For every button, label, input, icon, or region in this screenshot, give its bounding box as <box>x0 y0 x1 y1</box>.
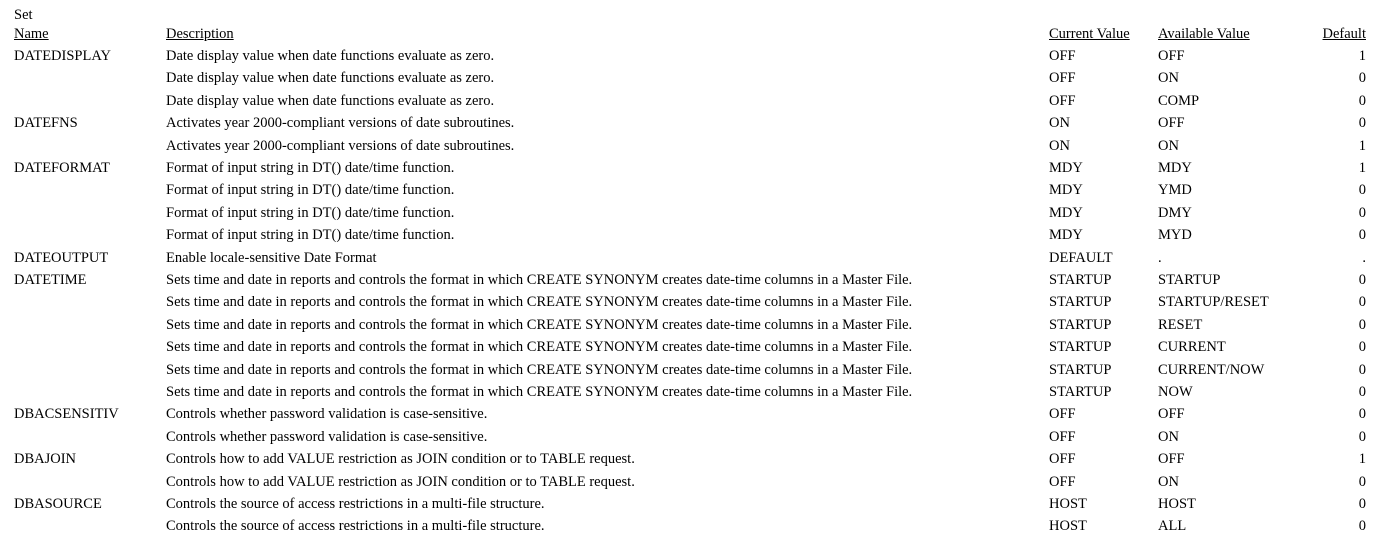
cell-current-value: STARTUP <box>1049 339 1112 356</box>
cell-default: 0 <box>1358 473 1366 490</box>
cell-current-value: OFF <box>1049 428 1076 445</box>
cell-description: Controls whether password validation is case-sensitive. <box>166 428 488 445</box>
table-row <box>0 336 1376 358</box>
cell-available-value: CURRENT <box>1158 339 1226 356</box>
cell-default: 1 <box>1358 48 1366 64</box>
cell-description: Enable locale-sensitive Date Format <box>166 249 377 266</box>
cell-description: Controls how to add VALUE restriction as JOIN condition or to TABLE request. <box>166 451 635 468</box>
cell-available-value: RESET <box>1158 316 1203 333</box>
cell-description: Format of input string in DT() date/time function. <box>166 160 455 176</box>
cell-current-value: HOST <box>1049 518 1087 535</box>
cell-current-value: DEFAULT <box>1049 249 1113 266</box>
cell-current-value: MDY <box>1049 182 1083 199</box>
cell-default: 0 <box>1358 204 1366 221</box>
cell-description: Date display value when date functions evaluate as zero. <box>166 70 495 87</box>
cell-description: Date display value when date functions evaluate as zero. <box>166 48 495 64</box>
table-row <box>0 269 1376 291</box>
table-row <box>0 90 1376 112</box>
cell-description: Activates year 2000-compliant versions of date subroutines. <box>166 137 515 154</box>
cell-default: 0 <box>1358 70 1366 87</box>
cell-default: 0 <box>1358 428 1366 445</box>
table-row <box>0 67 1376 89</box>
cell-current-value: OFF <box>1049 48 1076 64</box>
cell-description: Format of input string in DT() date/time function. <box>166 204 455 221</box>
table-row <box>0 179 1376 201</box>
table-row <box>0 381 1376 403</box>
cell-available-value: ON <box>1158 428 1179 445</box>
cell-available-value: STARTUP/RESET <box>1158 294 1269 311</box>
cell-current-value: STARTUP <box>1049 272 1112 288</box>
table-row <box>0 247 1376 269</box>
cell-current-value: OFF <box>1049 92 1076 109</box>
cell-available-value: CURRENT/NOW <box>1158 361 1265 378</box>
cell-available-value: OFF <box>1158 115 1185 132</box>
cell-available-value: DMY <box>1158 204 1192 221</box>
cell-description: Activates year 2000-compliant versions of date subroutines. <box>166 115 515 132</box>
cell-default: 0 <box>1358 384 1366 400</box>
cell-name: DATEFORMAT <box>14 160 110 176</box>
table-row <box>0 314 1376 336</box>
cell-current-value: OFF <box>1049 451 1076 468</box>
cell-current-value: OFF <box>1049 406 1076 423</box>
table-row <box>0 403 1376 425</box>
cell-current-value: MDY <box>1049 204 1083 221</box>
table-row <box>0 515 1376 537</box>
cell-default: 0 <box>1358 294 1366 311</box>
cell-available-value: ALL <box>1158 518 1187 535</box>
cell-description: Controls the source of access restrictions in a multi-file structure. <box>166 518 545 535</box>
cell-default: 0 <box>1358 272 1366 288</box>
cell-name: DBASOURCE <box>14 496 102 512</box>
cell-default: 0 <box>1358 361 1366 378</box>
cell-available-value: MDY <box>1158 160 1192 176</box>
cell-default: . <box>1362 249 1366 266</box>
cell-current-value: STARTUP <box>1049 361 1112 378</box>
cell-current-value: ON <box>1049 137 1070 154</box>
cell-available-value: COMP <box>1158 92 1200 109</box>
cell-available-value: HOST <box>1158 496 1196 512</box>
cell-current-value: STARTUP <box>1049 316 1112 333</box>
cell-available-value: ON <box>1158 70 1179 87</box>
cell-available-value: MYD <box>1158 227 1192 244</box>
cell-current-value: MDY <box>1049 160 1083 176</box>
header-description: Description <box>166 26 234 42</box>
cell-current-value: STARTUP <box>1049 294 1112 311</box>
cell-description: Sets time and date in reports and controls the format in which CREATE SYNONYM creates date-time columns in a Master File. <box>166 316 913 333</box>
cell-available-value: OFF <box>1158 451 1185 468</box>
cell-default: 1 <box>1358 137 1366 154</box>
cell-default: 0 <box>1358 518 1366 535</box>
cell-default: 0 <box>1358 316 1366 333</box>
cell-description: Controls the source of access restrictions in a multi-file structure. <box>166 496 545 512</box>
cell-description: Format of input string in DT() date/time function. <box>166 227 455 244</box>
cell-available-value: ON <box>1158 473 1179 490</box>
cell-current-value: OFF <box>1049 70 1076 87</box>
cell-name: DATEOUTPUT <box>14 249 109 266</box>
cell-description: Sets time and date in reports and controls the format in which CREATE SYNONYM creates date-time columns in a Master File. <box>166 272 913 288</box>
table-row <box>0 493 1376 515</box>
cell-description: Controls whether password validation is case-sensitive. <box>166 406 488 423</box>
cell-available-value: STARTUP <box>1158 272 1221 288</box>
table-row <box>0 135 1376 157</box>
cell-description: Date display value when date functions evaluate as zero. <box>166 92 495 109</box>
cell-default: 0 <box>1358 339 1366 356</box>
cell-default: 1 <box>1358 451 1366 468</box>
cell-current-value: OFF <box>1049 473 1076 490</box>
table-row <box>0 426 1376 448</box>
table-row <box>0 112 1376 134</box>
cell-name: DATETIME <box>14 272 87 288</box>
cell-name: DBACSENSITIV <box>14 406 119 423</box>
cell-description: Sets time and date in reports and controls the format in which CREATE SYNONYM creates date-time columns in a Master File. <box>166 339 913 356</box>
header-default: Default <box>1322 26 1366 42</box>
cell-available-value: YMD <box>1158 182 1192 199</box>
table-row <box>0 359 1376 381</box>
table-row <box>0 471 1376 493</box>
cell-default: 0 <box>1358 92 1366 109</box>
table-row <box>0 45 1376 67</box>
header-name: Name <box>14 26 49 42</box>
cell-available-value: OFF <box>1158 406 1185 423</box>
table-row <box>0 448 1376 470</box>
cell-default: 1 <box>1358 160 1366 176</box>
cell-description: Format of input string in DT() date/time function. <box>166 182 455 199</box>
cell-current-value: MDY <box>1049 227 1083 244</box>
table-row <box>0 224 1376 246</box>
cell-available-value: . <box>1158 249 1162 266</box>
cell-available-value: ON <box>1158 137 1179 154</box>
cell-default: 0 <box>1358 115 1366 132</box>
cell-name: DATEDISPLAY <box>14 48 111 64</box>
header-available-value: Available Value <box>1158 26 1250 42</box>
cell-description: Sets time and date in reports and controls the format in which CREATE SYNONYM creates date-time columns in a Master File. <box>166 294 913 311</box>
cell-default: 0 <box>1358 496 1366 512</box>
cell-current-value: STARTUP <box>1049 384 1112 400</box>
table-row <box>0 291 1376 313</box>
cell-default: 0 <box>1358 227 1366 244</box>
cell-available-value: OFF <box>1158 48 1185 64</box>
cell-description: Sets time and date in reports and controls the format in which CREATE SYNONYM creates date-time columns in a Master File. <box>166 361 913 378</box>
cell-available-value: NOW <box>1158 384 1193 400</box>
table-row <box>0 202 1376 224</box>
table-row <box>0 157 1376 179</box>
cell-description: Sets time and date in reports and controls the format in which CREATE SYNONYM creates date-time columns in a Master File. <box>166 384 913 400</box>
header-current-value: Current Value <box>1049 26 1130 42</box>
cell-name: DATEFNS <box>14 115 78 132</box>
cell-default: 0 <box>1358 406 1366 423</box>
cell-default: 0 <box>1358 182 1366 199</box>
cell-description: Controls how to add VALUE restriction as JOIN condition or to TABLE request. <box>166 473 635 490</box>
header-set-label: Set <box>14 7 33 23</box>
header-row <box>0 23 1376 45</box>
cell-current-value: HOST <box>1049 496 1087 512</box>
cell-current-value: ON <box>1049 115 1070 132</box>
cell-name: DBAJOIN <box>14 451 77 468</box>
